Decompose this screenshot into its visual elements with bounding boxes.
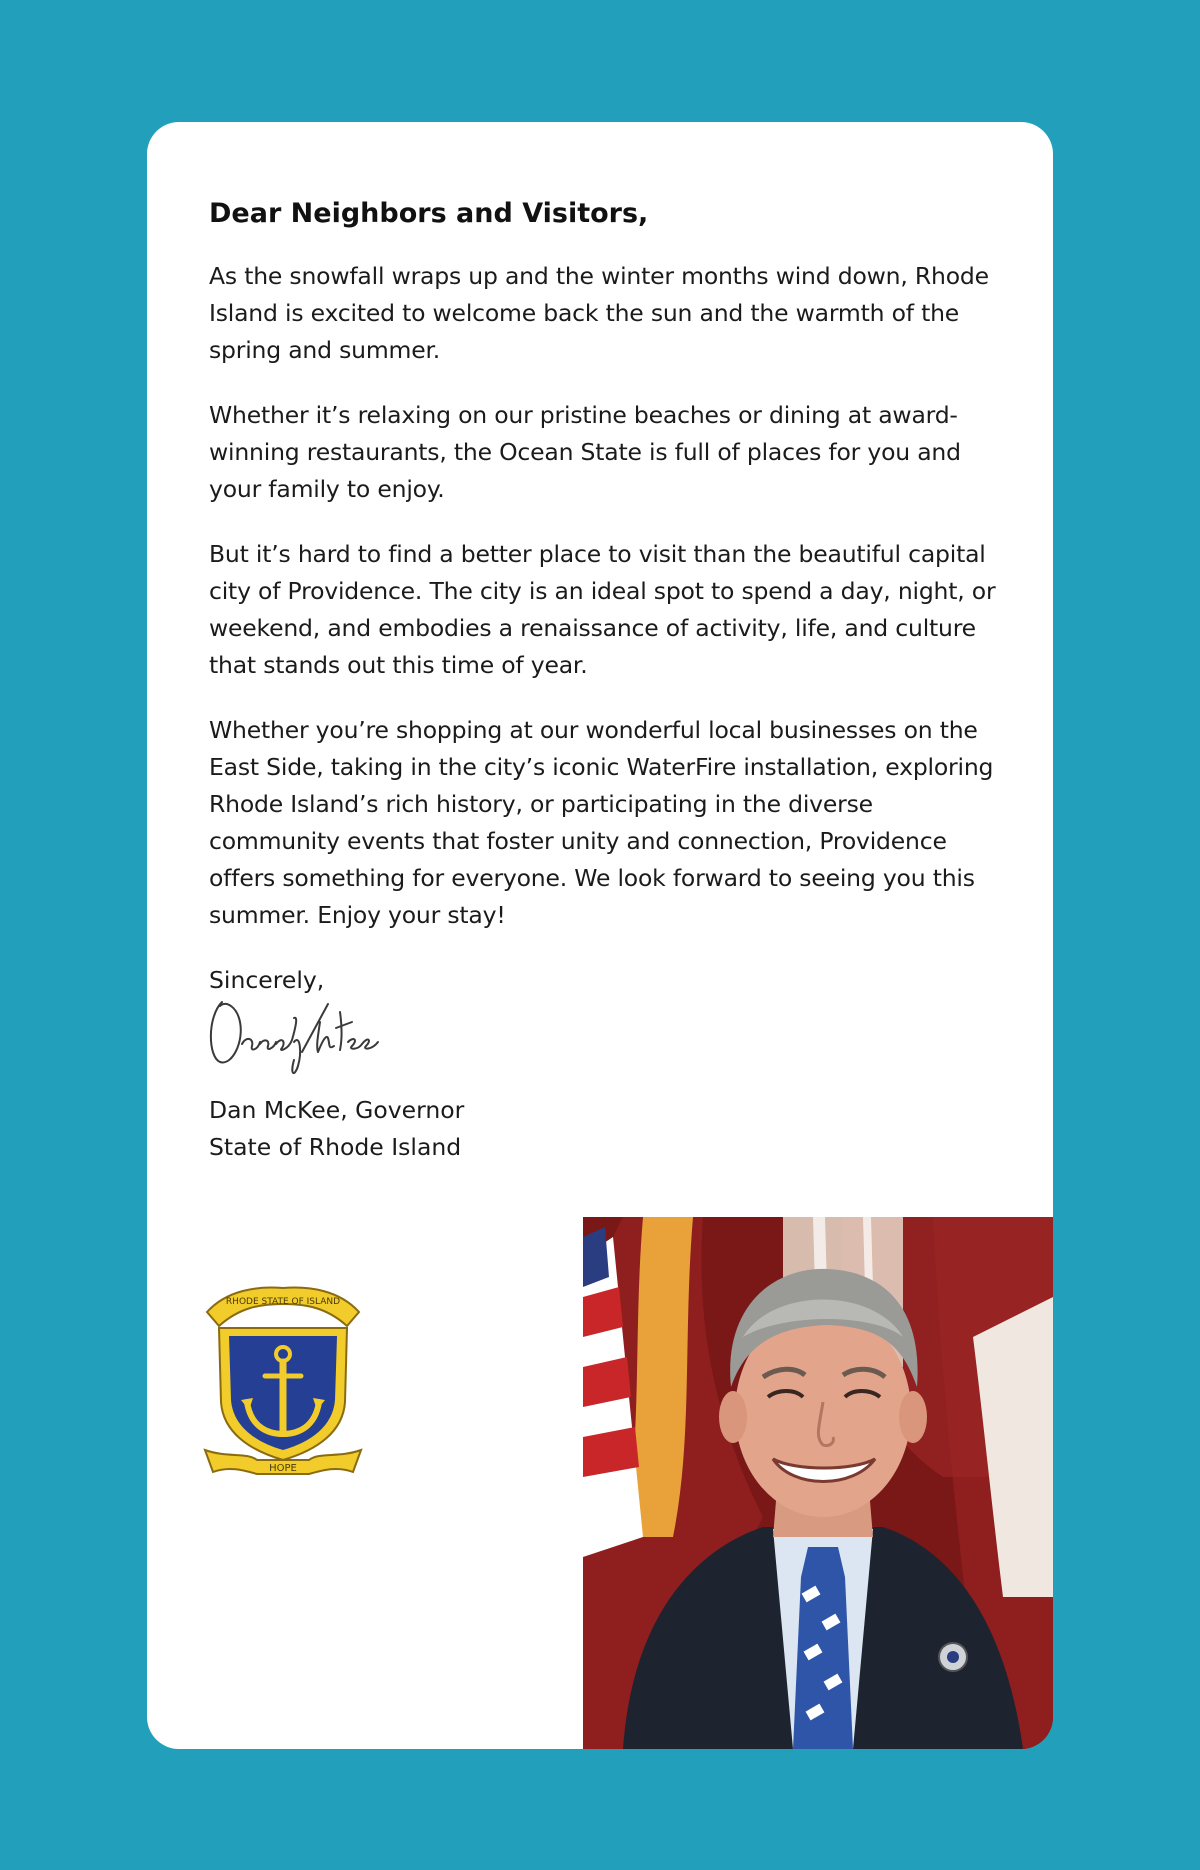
rhode-island-seal-icon — [197, 1282, 369, 1477]
seal-motto: HOPE — [269, 1463, 297, 1474]
letter-closing: Sincerely, — [209, 966, 325, 994]
signer-name: Dan McKee, Governor — [209, 1096, 465, 1124]
signer-organization: State of Rhode Island — [209, 1133, 462, 1161]
governor-portrait — [583, 1217, 1053, 1749]
signer-block — [209, 1092, 464, 1166]
letter-paragraph-1: As the snowfall wraps up and the winter months wind down, Rhode Island is excited to welcome back the sun and the warmth of the spring and summer. — [209, 262, 989, 364]
letter-paragraph-3: But it’s hard to find a better place to visit than the beautiful capital city of Providence. The city is an ideal spot to spend a day, night, or weekend, and embodies a renaissance of activity, life, and culture that stands out this time of year. — [209, 540, 996, 679]
letter-body — [209, 196, 1009, 999]
signature-icon — [202, 982, 402, 1082]
letter-paragraph-2: Whether it’s relaxing on our pristine beaches or dining at award-winning restaurants, the Ocean State is full of places for you and your family to enjoy. — [209, 401, 961, 503]
letter-greeting: Dear Neighbors and Visitors, — [209, 198, 649, 229]
letter-paragraph-4: Whether you’re shopping at our wonderful local businesses on the East Side, taking in the city’s iconic WaterFire installation, exploring Rhode Island’s rich history, or participating in the diverse community events that foster unity and connection, Providence offers something for everyone. We look forward to seeing you this summer. Enjoy your stay! — [209, 716, 994, 929]
letter-card — [147, 122, 1053, 1749]
seal-top-text: RHODE STATE OF ISLAND — [225, 1297, 341, 1307]
